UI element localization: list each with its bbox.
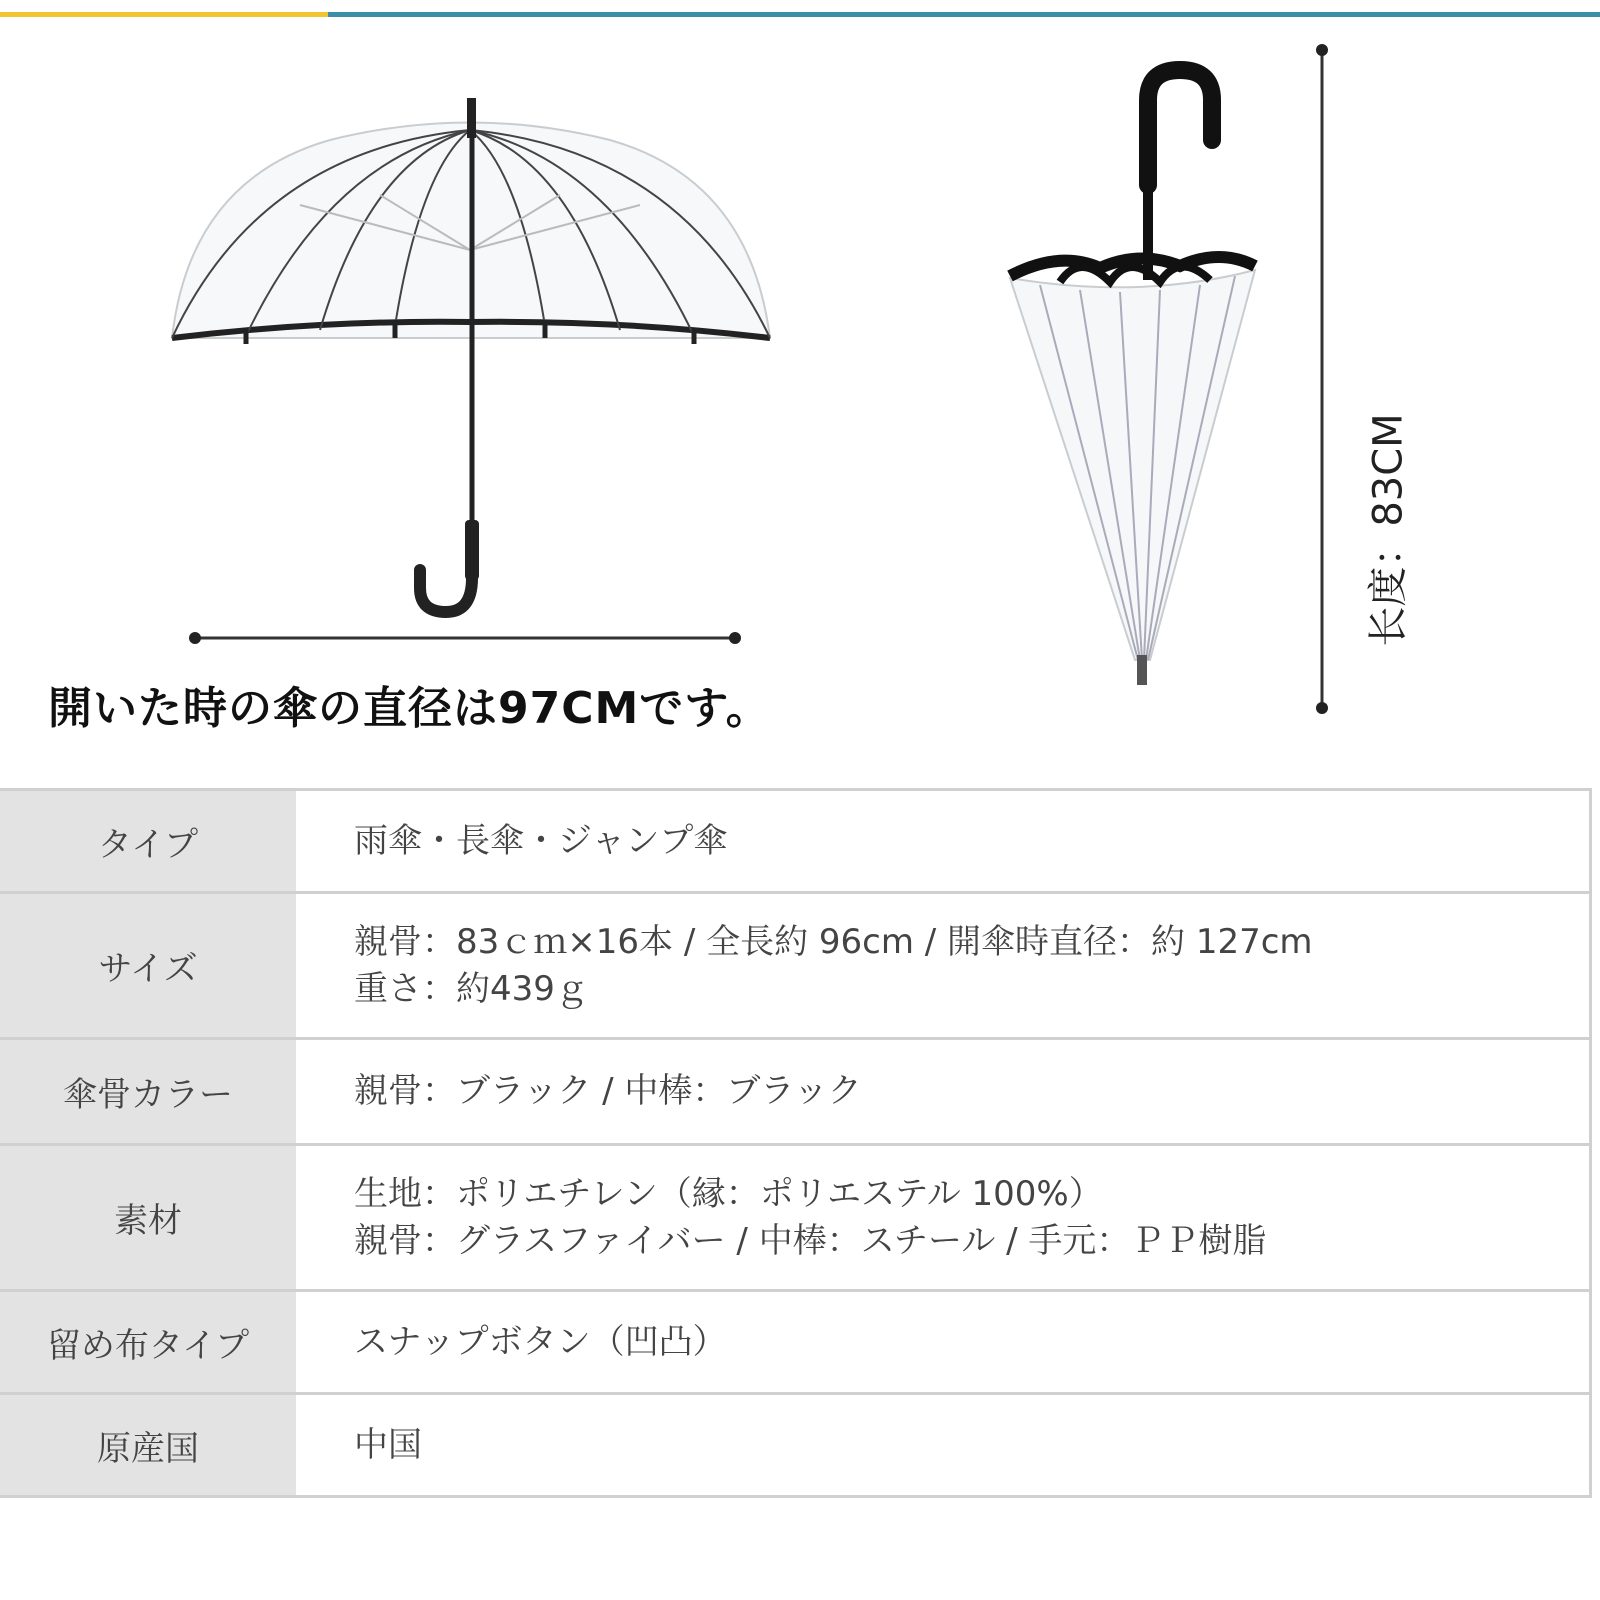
spec-value-line: 親骨：83ｃｍ×16本 / 全長約 96cm / 開傘時直径：約 127cm [354, 921, 1313, 962]
spec-value-line: 雨傘・長傘・ジャンプ傘 [354, 820, 728, 861]
spec-value-line: スナップボタン（凹凸） [354, 1321, 727, 1362]
open-umbrella-image [172, 98, 770, 644]
spec-label: タイプ [0, 790, 296, 893]
length-caption: 长度：83CM [1365, 413, 1412, 647]
spec-row-frame-color [0, 1039, 1591, 1145]
diameter-caption: 開いた時の傘の直径は97CMです。 [48, 683, 771, 734]
umbrella-illustration [0, 0, 1600, 780]
spec-value [296, 790, 1591, 893]
spec-row-type [0, 790, 1591, 893]
spec-row-size [0, 893, 1591, 1039]
spec-label: 留め布タイプ [0, 1291, 296, 1394]
spec-label: 傘骨カラー [0, 1039, 296, 1145]
spec-value-line: 親骨：グラスファイバー / 中棒：スチール / 手元：ＰＰ樹脂 [354, 1220, 1267, 1261]
spec-value-line: 生地：ポリエチレン（縁：ポリエステル 100%） [354, 1173, 1103, 1214]
closed-umbrella-image [1010, 44, 1328, 714]
spec-value [296, 1145, 1591, 1291]
spec-label: 原産国 [0, 1394, 296, 1497]
spec-label: 素材 [0, 1145, 296, 1291]
spec-row-strap-type [0, 1291, 1591, 1394]
spec-value [296, 893, 1591, 1039]
spec-row-origin [0, 1394, 1591, 1497]
spec-row-material [0, 1145, 1591, 1291]
spec-value-line: 重さ：約439ｇ [354, 968, 589, 1009]
spec-value [296, 1291, 1591, 1394]
spec-value-line: 中国 [354, 1424, 422, 1465]
spec-table [0, 788, 1592, 1498]
spec-value-line: 親骨：ブラック / 中棒：ブラック [354, 1071, 862, 1111]
spec-label: サイズ [0, 893, 296, 1039]
spec-value [296, 1039, 1591, 1145]
spec-value [296, 1394, 1591, 1497]
